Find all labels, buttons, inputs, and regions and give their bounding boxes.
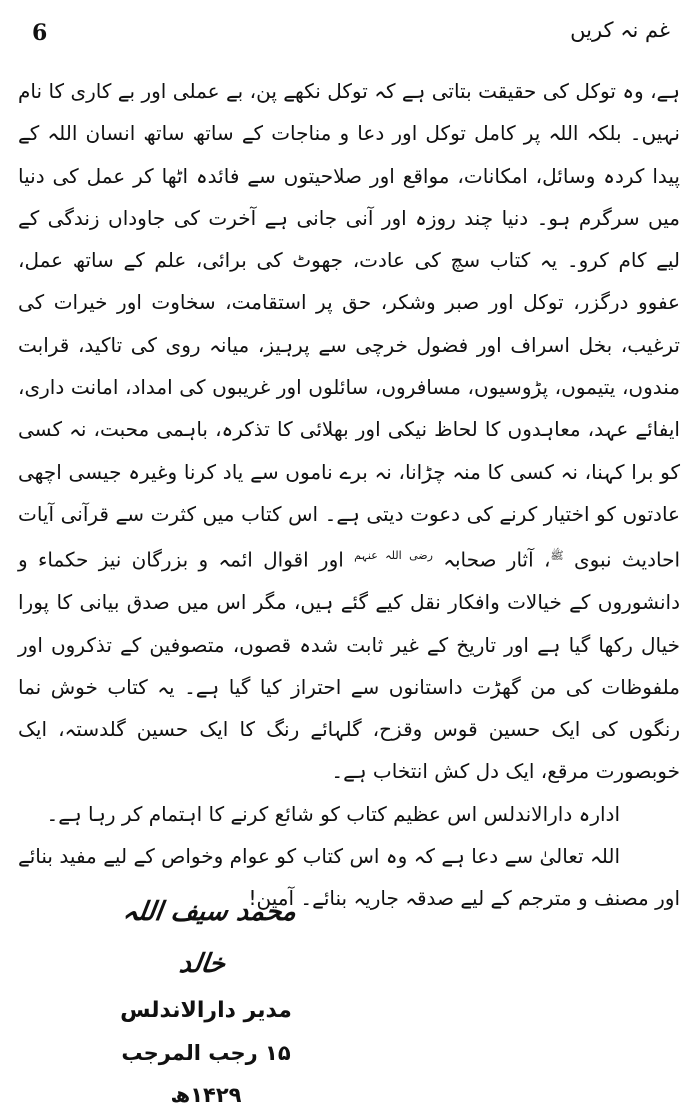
signature-name: محمد سیف اللہ خالد bbox=[121, 897, 299, 979]
signature-role: مدیر دارالاندلس bbox=[120, 998, 292, 1023]
paragraph-1-part-2: ، آثار صحابہ bbox=[443, 547, 551, 572]
honorific-ra: رضی اللہ عنہم bbox=[354, 549, 433, 563]
paragraph-1 bbox=[18, 70, 680, 793]
paragraph-1-part-3: اور اقوال ائمہ و بزرگان نیز حکماء و دانشوروں کے خیالات وافکار نقل کیے گئے ہیں، مگر اس میں صدق بیانی کا پورا خیال رکھا گیا ہے اور تاریخ کے غیر ثابت شدہ قصوں، متصوفین کے تذکروں اور ملفوظات کی من گھڑت داستانوں سے احتراز کیا گیا ہے۔ یہ کتاب خوش نما رنگوں کی ایک حسین قوس وقزح، گلہائے رنگ کا ایک حسین گلدستہ، ایک خوبصورت مرقع، ایک دل کش انتخاب ہے۔ bbox=[18, 547, 680, 784]
paragraph-1-part-1: ہے، وہ توکل کی حقیقت بتاتی ہے کہ توکل نکھے پن، بے عملی اور بے کاری کا نام نہیں۔ بلکہ اللہ پر کامل توکل اور دعا و مناجات کے ساتھ ساتھ انسان اللہ کے پیدا کردہ وسائل، امکانات، مواقع اور صلاحیتوں سے فائدہ اٹھا کر عمل کی دنیا میں سرگرم ہو۔ دنیا چند روزہ اور آنی جانی ہے آخرت کی جاوداں زندگی کے لیے کام کرو۔ یہ کتاب سچ کی عادت، جھوٹ کی برائی، علم کے ساتھ عمل، عفوو درگزر، توکل اور صبر وشکر، حق پر استقامت، سخاوت اور خیرات کی ترغیب، بخل اسراف اور فضول خرچی سے پرہیز، میانہ روی کی تاکید، قرابت مندوں، یتیموں، پڑوسیوں، مسافروں، سائلوں اور غریبوں کی امداد، امانت داری، ایفائے عہد، معاہدوں کا لحاظ نیکی اور بھلائی کا تذکرہ، باہمی محبت، نہ کسی کو برا کہنا، نہ کسی کا منہ چڑانا، نہ برے ناموں سے یاد کرنا وغیرہ جیسی اچھی عادتوں کو اختیار کرنے کی دعوت دیتی ہے۔ اس کتاب میں کثرت سے قرآنی آیات احادیث نبوی bbox=[18, 79, 681, 572]
page-number: 6 bbox=[32, 20, 48, 46]
paragraph-3: اللہ تعالیٰ سے دعا ہے کہ وہ اس کتاب کو عوام وخواص کے لیے مفید بنائے اور مصنف و مترجم کے لیے صدقہ جاریہ بنائے۔ آمین! bbox=[18, 844, 680, 911]
paragraph-2: ادارہ دارالاندلس اس عظیم کتاب کو شائع کرنے کا اہتمام کر رہا ہے۔ bbox=[46, 801, 620, 826]
page-header bbox=[28, 14, 670, 54]
honorific-pbuh: ﷺ bbox=[550, 549, 564, 563]
signature-block bbox=[96, 886, 316, 1116]
running-title: غم نہ کریں bbox=[570, 18, 670, 42]
body-text bbox=[18, 70, 680, 920]
signature-date: ۱۵ رجب المرجب ۱۴۲۹ھ bbox=[121, 1041, 291, 1107]
